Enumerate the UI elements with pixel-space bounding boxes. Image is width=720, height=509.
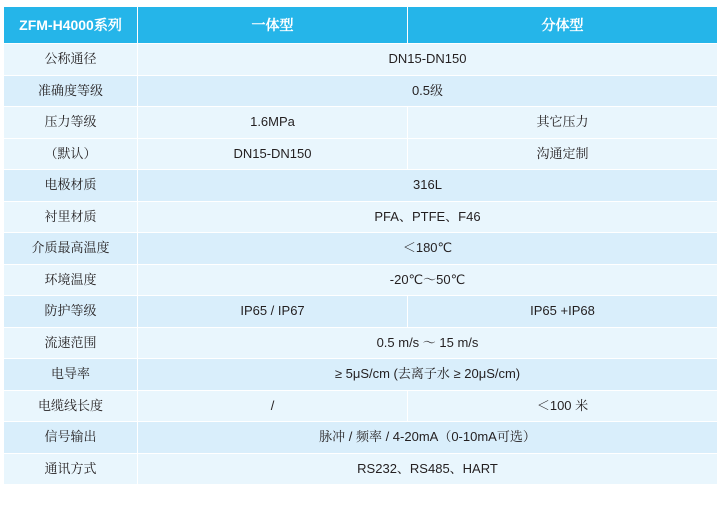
row-value: ≥ 5μS/cm (去离子水 ≥ 20μS/cm) <box>138 359 718 391</box>
header-col-integrated: 一体型 <box>138 7 408 44</box>
specification-table <box>3 6 718 485</box>
row-label: 环境温度 <box>4 264 138 296</box>
row-label: 电极材质 <box>4 170 138 202</box>
row-label: 电导率 <box>4 359 138 391</box>
table-row <box>4 359 718 391</box>
row-value: 0.5级 <box>138 75 718 107</box>
table-row <box>4 264 718 296</box>
row-value-left: / <box>138 390 408 422</box>
table-row <box>4 390 718 422</box>
table-row <box>4 170 718 202</box>
table-body <box>4 7 718 485</box>
row-value-right: 其它压力 <box>408 107 718 139</box>
table-row <box>4 138 718 170</box>
header-col-separated: 分体型 <box>408 7 718 44</box>
row-value-left: DN15-DN150 <box>138 138 408 170</box>
row-value-right: IP65 +IP68 <box>408 296 718 328</box>
row-label: 电缆线长度 <box>4 390 138 422</box>
row-value-left: IP65 / IP67 <box>138 296 408 328</box>
row-value: -20℃～50℃ <box>138 264 718 296</box>
table-row <box>4 75 718 107</box>
row-label: 流速范围 <box>4 327 138 359</box>
table-row <box>4 327 718 359</box>
row-value: ＜180℃ <box>138 233 718 265</box>
table-header-row <box>4 7 718 44</box>
header-series-label: ZFM-H4000系列 <box>4 7 138 44</box>
table-row <box>4 107 718 139</box>
row-value: DN15-DN150 <box>138 44 718 76</box>
row-label: 准确度等级 <box>4 75 138 107</box>
table-row <box>4 233 718 265</box>
row-label: （默认） <box>4 138 138 170</box>
table-row <box>4 201 718 233</box>
table-row <box>4 422 718 454</box>
row-label: 衬里材质 <box>4 201 138 233</box>
row-label: 介质最高温度 <box>4 233 138 265</box>
row-label: 公称通径 <box>4 44 138 76</box>
row-value: 316L <box>138 170 718 202</box>
row-value-right: 沟通定制 <box>408 138 718 170</box>
table-row <box>4 453 718 485</box>
row-value: 脉冲 / 频率 / 4-20mA（0-10mA可选） <box>138 422 718 454</box>
row-value: 0.5 m/s ～ 15 m/s <box>138 327 718 359</box>
row-label: 通讯方式 <box>4 453 138 485</box>
row-value-left: 1.6MPa <box>138 107 408 139</box>
row-label: 信号输出 <box>4 422 138 454</box>
row-value: RS232、RS485、HART <box>138 453 718 485</box>
table-row <box>4 44 718 76</box>
row-value: PFA、PTFE、F46 <box>138 201 718 233</box>
table-row <box>4 296 718 328</box>
row-label: 防护等级 <box>4 296 138 328</box>
row-label: 压力等级 <box>4 107 138 139</box>
row-value-right: ＜100 米 <box>408 390 718 422</box>
